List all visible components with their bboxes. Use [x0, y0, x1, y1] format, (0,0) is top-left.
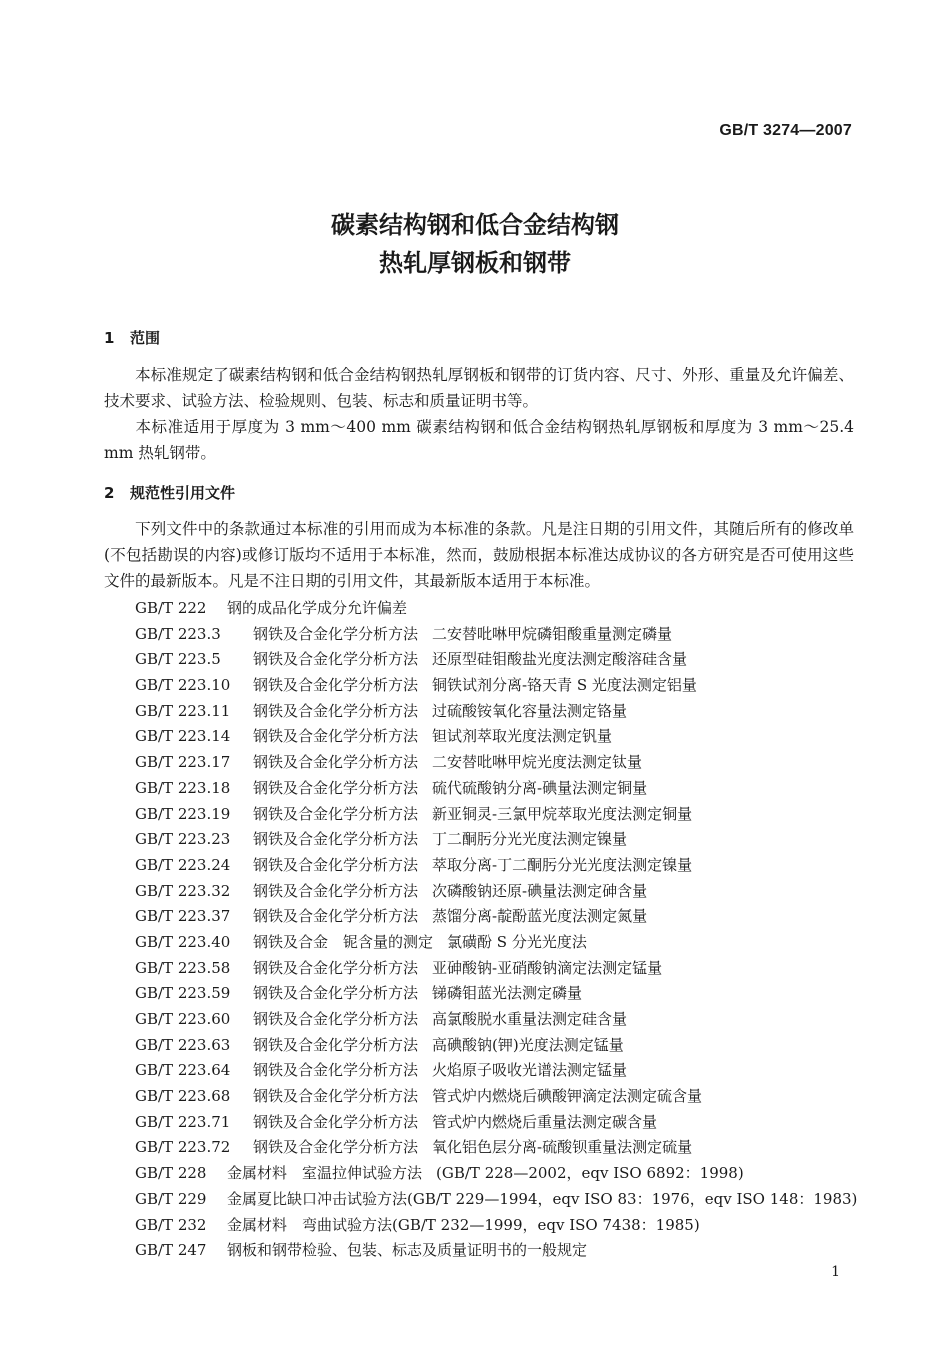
reference-item [135, 622, 895, 648]
reference-item [135, 1187, 895, 1213]
reference-item [135, 956, 895, 982]
reference-title: 钢铁及合金化学分析方法 [253, 624, 419, 643]
reference-code: GB/T 223.71 [135, 1112, 231, 1131]
section-number: 2 [104, 484, 115, 502]
reference-method: (GB/T 228—2002，eqv ISO 6892：1998) [436, 1164, 744, 1183]
reference-item [135, 1135, 895, 1161]
reference-code: GB/T 223.64 [135, 1061, 231, 1080]
reference-title: 钢铁及合金化学分析方法 [253, 804, 419, 823]
reference-code: GB/T 247 [135, 1241, 207, 1260]
section-2-heading [104, 482, 235, 503]
title-line-2: 热轧厚钢板和钢带 [379, 249, 571, 277]
reference-item [135, 802, 895, 828]
reference-code: GB/T 223.5 [135, 650, 221, 669]
reference-method: 氯磺酚 S 分光光度法 [447, 932, 587, 951]
reference-item [135, 1033, 895, 1059]
reference-method: 蒸馏分离-靛酚蓝光度法测定氮量 [432, 907, 648, 926]
reference-title: 钢铁及合金化学分析方法 [253, 1035, 419, 1054]
scope-paragraph-2 [104, 414, 854, 466]
reference-code: GB/T 223.14 [135, 727, 231, 746]
reference-title: 钢铁及合金化学分析方法 [253, 958, 419, 977]
reference-title: 钢铁及合金化学分析方法 [253, 1010, 419, 1028]
paragraph-text: 本标准适用于厚度为 3 mm～400 mm 碳素结构钢和低合金结构钢热轧厚钢板和厚度为 3 mm～25.4 mm 热轧钢带。 [104, 418, 854, 462]
reference-method: 锑磷钼蓝光法测定磷量 [432, 984, 583, 1003]
reference-method: 火焰原子吸收光谱法测定锰量 [432, 1061, 628, 1080]
reference-code: GB/T 223.24 [135, 855, 231, 874]
reference-code: GB/T 223.18 [135, 778, 231, 797]
reference-code: GB/T 229 [135, 1189, 207, 1208]
reference-code: GB/T 223.19 [135, 804, 231, 823]
reference-method: 新亚铜灵-三氯甲烷萃取光度法测定铜量 [432, 804, 693, 823]
section-title: 规范性引用文件 [130, 484, 236, 502]
section-number: 1 [104, 329, 115, 347]
reference-item [135, 724, 895, 750]
reference-method: 高氯酸脱水重量法测定硅含量 [432, 1010, 628, 1028]
title-line-1: 碳素结构钢和低合金结构钢 [331, 211, 619, 239]
reference-title: 钢铁及合金化学分析方法 [253, 1087, 419, 1106]
reference-title: 钢铁及合金化学分析方法 [253, 984, 419, 1003]
reference-code: GB/T 222 [135, 599, 207, 617]
reference-title: 钢铁及合金 铌含量的测定 [253, 932, 434, 951]
reference-title: 金属材料 室温拉伸试验方法 [227, 1164, 423, 1183]
reference-title: 金属材料 弯曲试验方法(GB/T 232—1999，eqv ISO 7438：1985) [227, 1215, 700, 1234]
reference-code: GB/T 232 [135, 1215, 207, 1234]
reference-title: 钢板和钢带检验、包装、标志及质量证明书的一般规定 [227, 1241, 588, 1260]
reference-title: 钢铁及合金化学分析方法 [253, 701, 419, 720]
reference-title: 钢铁及合金化学分析方法 [253, 753, 419, 772]
reference-method: 管式炉内燃烧后碘酸钾滴定法测定硫含量 [432, 1087, 703, 1106]
reference-code: GB/T 223.40 [135, 932, 231, 951]
reference-code: GB/T 223.23 [135, 830, 231, 849]
reference-method: 丁二酮肟分光光度法测定镍量 [432, 830, 628, 849]
page-number: 1 [831, 1264, 840, 1280]
reference-code: GB/T 223.10 [135, 676, 231, 695]
reference-method: 二安替吡啉甲烷光度法测定钛量 [432, 753, 643, 772]
reference-method: 次磷酸钠还原-碘量法测定砷含量 [432, 881, 648, 900]
reference-code: GB/T 223.37 [135, 907, 231, 926]
reference-title: 钢铁及合金化学分析方法 [253, 881, 419, 900]
reference-item [135, 776, 895, 802]
reference-code: GB/T 223.32 [135, 881, 231, 900]
reference-method: 二安替吡啉甲烷磷钼酸重量测定磷量 [432, 624, 673, 643]
reference-method: 高碘酸钠(钾)光度法测定锰量 [432, 1035, 624, 1054]
reference-method: 铜铁试剂分离-铬天青 S 光度法测定铝量 [432, 676, 697, 695]
reference-item [135, 1110, 895, 1136]
references-intro [104, 516, 854, 594]
document-title [0, 206, 950, 282]
reference-method: 还原型硅钼酸盐光度法测定酸溶硅含量 [432, 650, 688, 669]
reference-item [135, 750, 895, 776]
reference-method: 管式炉内燃烧后重量法测定碳含量 [432, 1112, 658, 1131]
reference-code: GB/T 223.58 [135, 958, 231, 977]
reference-item [135, 879, 895, 905]
reference-title: 金属夏比缺口冲击试验方法(GB/T 229—1994，eqv ISO 83：1976，eqv ISO 148：1983) [227, 1189, 858, 1208]
reference-title: 钢铁及合金化学分析方法 [253, 778, 419, 797]
reference-title: 钢铁及合金化学分析方法 [253, 830, 419, 849]
reference-code: GB/T 223.60 [135, 1010, 231, 1028]
reference-item [135, 827, 895, 853]
section-title: 范围 [130, 329, 161, 347]
reference-item [135, 904, 895, 930]
reference-item [135, 596, 895, 622]
reference-item [135, 1007, 895, 1033]
reference-title: 钢铁及合金化学分析方法 [253, 727, 419, 746]
section-1-heading [104, 327, 160, 348]
scope-paragraph-1 [104, 362, 854, 414]
reference-title: 钢铁及合金化学分析方法 [253, 855, 419, 874]
reference-method: 萃取分离-丁二酮肟分光光度法测定镍量 [432, 855, 693, 874]
reference-code: GB/T 223.59 [135, 984, 231, 1003]
reference-code: GB/T 223.72 [135, 1138, 231, 1157]
reference-item [135, 1238, 895, 1264]
reference-item [135, 930, 895, 956]
reference-title: 钢铁及合金化学分析方法 [253, 676, 419, 695]
reference-title: 钢铁及合金化学分析方法 [253, 907, 419, 926]
reference-code: GB/T 223.11 [135, 701, 231, 720]
reference-method: 钽试剂萃取光度法测定钒量 [432, 727, 613, 746]
reference-code: GB/T 228 [135, 1164, 207, 1183]
reference-item [135, 1161, 895, 1187]
reference-list [135, 596, 895, 1264]
reference-title: 钢铁及合金化学分析方法 [253, 650, 419, 669]
paragraph-text: 下列文件中的条款通过本标准的引用而成为本标准的条款。凡是注日期的引用文件，其随后所有的修改单(不包括勘误的内容)或修订版均不适用于本标准，然而，鼓励根据本标准达成协议的各方研究是否可使用这些文件的最新版本。凡是不注日期的引用文件，其最新版本适用于本标准。 [104, 520, 854, 590]
reference-method: 过硫酸铵氧化容量法测定铬量 [432, 701, 628, 720]
reference-code: GB/T 223.63 [135, 1035, 231, 1054]
reference-item [135, 1213, 895, 1239]
standard-code: GB/T 3274—2007 [719, 122, 852, 139]
reference-title: 钢铁及合金化学分析方法 [253, 1061, 419, 1080]
paragraph-text: 本标准规定了碳素结构钢和低合金结构钢热轧厚钢板和钢带的订货内容、尺寸、外形、重量及允许偏差、技术要求、试验方法、检验规则、包装、标志和质量证明书等。 [104, 366, 854, 410]
reference-item [135, 981, 895, 1007]
reference-code: GB/T 223.3 [135, 624, 221, 643]
reference-method: 氧化铝色层分离-硫酸钡重量法测定硫量 [432, 1138, 693, 1157]
reference-title: 钢铁及合金化学分析方法 [253, 1112, 419, 1131]
reference-item [135, 647, 895, 673]
reference-item [135, 853, 895, 879]
reference-title: 钢铁及合金化学分析方法 [253, 1138, 419, 1157]
reference-method: 亚砷酸钠-亚硝酸钠滴定法测定锰量 [432, 958, 663, 977]
reference-code: GB/T 223.68 [135, 1087, 231, 1106]
reference-code: GB/T 223.17 [135, 753, 231, 772]
reference-item [135, 1058, 895, 1084]
reference-item [135, 699, 895, 725]
reference-item [135, 673, 895, 699]
reference-method: 硫代硫酸钠分离-碘量法测定铜量 [432, 778, 648, 797]
reference-item [135, 1084, 895, 1110]
reference-title: 钢的成品化学成分允许偏差 [227, 599, 408, 617]
